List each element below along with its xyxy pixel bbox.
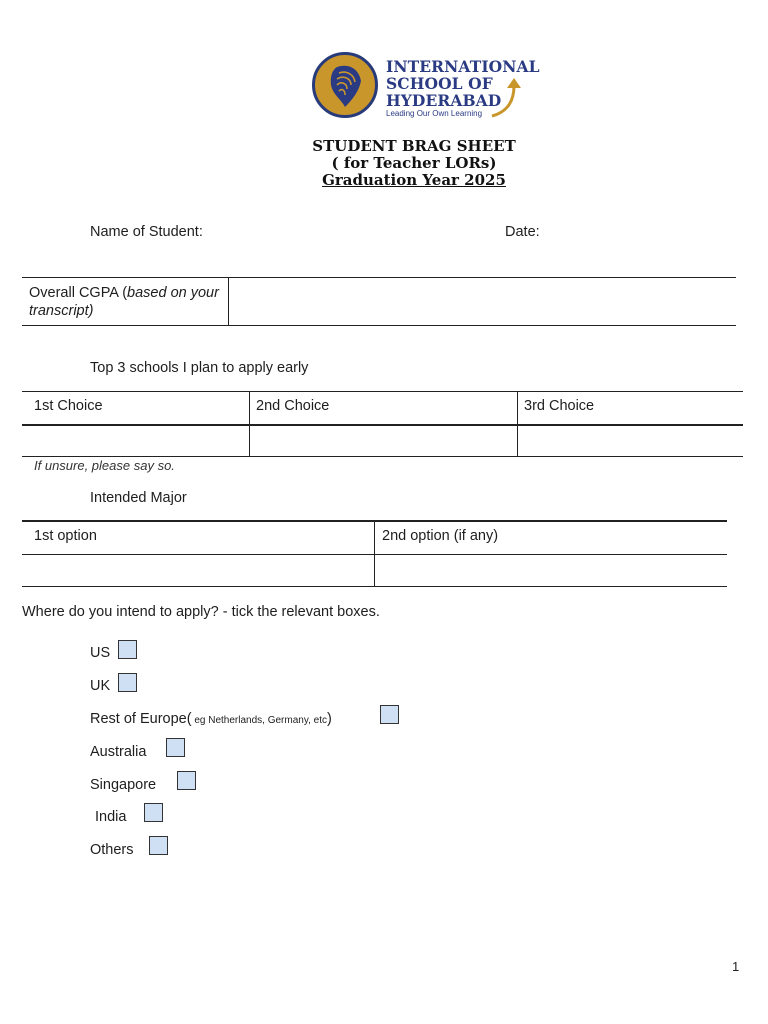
apply-option-india <box>95 809 126 825</box>
title-line-1: STUDENT BRAG SHEET <box>312 137 516 155</box>
apply-option-uk <box>90 678 110 694</box>
major-option-2-field[interactable] <box>382 562 717 582</box>
europe-examples: eg Netherlands, Germany, etc <box>191 715 327 726</box>
major-option-1-header: 1st option <box>34 528 97 544</box>
title-line-2: ( for Teacher LORs) <box>331 154 497 172</box>
major-option-2-header: 2nd option (if any) <box>382 528 499 544</box>
checkbox-australia[interactable] <box>166 738 185 757</box>
europe-close-paren: ) <box>327 711 332 727</box>
title-line-3: Graduation Year 2025 <box>322 171 506 189</box>
cgpa-label-italic: based on your transcript) <box>29 285 219 319</box>
checkbox-india[interactable] <box>144 803 163 822</box>
logo-line-2: SCHOOL OF <box>386 74 493 93</box>
school-logo <box>312 52 540 130</box>
school-choice-2-field[interactable] <box>256 432 511 452</box>
apply-option-label: UK <box>90 678 111 694</box>
upward-arrow-icon <box>490 76 524 118</box>
apply-option-label: India <box>95 809 127 825</box>
checkbox-rest-of-europe[interactable] <box>380 705 399 724</box>
logo-line-3: HYDERABAD <box>386 91 502 110</box>
checkbox-others[interactable] <box>149 836 168 855</box>
school-choice-1-header: 1st Choice <box>34 398 103 414</box>
apply-option-label: Singapore <box>90 777 157 793</box>
cgpa-label-plain: Overall CGPA ( <box>29 285 128 301</box>
apply-option-australia <box>90 744 146 760</box>
major-option-1-field[interactable] <box>34 562 364 582</box>
school-choice-3-field[interactable] <box>524 432 734 452</box>
checkbox-singapore[interactable] <box>177 771 196 790</box>
apply-option-singapore <box>90 777 156 793</box>
apply-option-rest-of-europe <box>90 711 332 727</box>
apply-option-label: Australia <box>90 744 147 760</box>
school-choice-3-header: 3rd Choice <box>524 398 595 414</box>
page-number: 1 <box>732 959 740 974</box>
schools-heading: Top 3 schools I plan to apply early <box>90 360 309 376</box>
apply-heading: Where do you intend to apply? - tick the relevant boxes. <box>22 604 380 620</box>
apply-option-label: Rest of Europe( <box>90 711 192 727</box>
name-of-student-label: Name of Student: <box>90 224 203 240</box>
checkbox-uk[interactable] <box>118 673 137 692</box>
page-title <box>0 138 768 189</box>
apply-option-label: Others <box>90 842 134 858</box>
fingerprint-map-icon <box>315 55 375 115</box>
cgpa-label <box>29 284 225 320</box>
apply-option-others <box>90 842 134 858</box>
school-choice-2-header: 2nd Choice <box>256 398 330 414</box>
unsure-note: If unsure, please say so. <box>34 458 175 473</box>
apply-option-us <box>90 645 110 661</box>
date-label: Date: <box>505 224 540 240</box>
logo-line-1: INTERNATIONAL <box>386 57 540 76</box>
logo-emblem <box>312 52 378 118</box>
major-heading: Intended Major <box>90 490 187 506</box>
school-choice-1-field[interactable] <box>34 432 239 452</box>
checkbox-us[interactable] <box>118 640 137 659</box>
logo-tagline: Leading Our Own Learning <box>386 109 483 118</box>
apply-option-label: US <box>90 645 111 661</box>
